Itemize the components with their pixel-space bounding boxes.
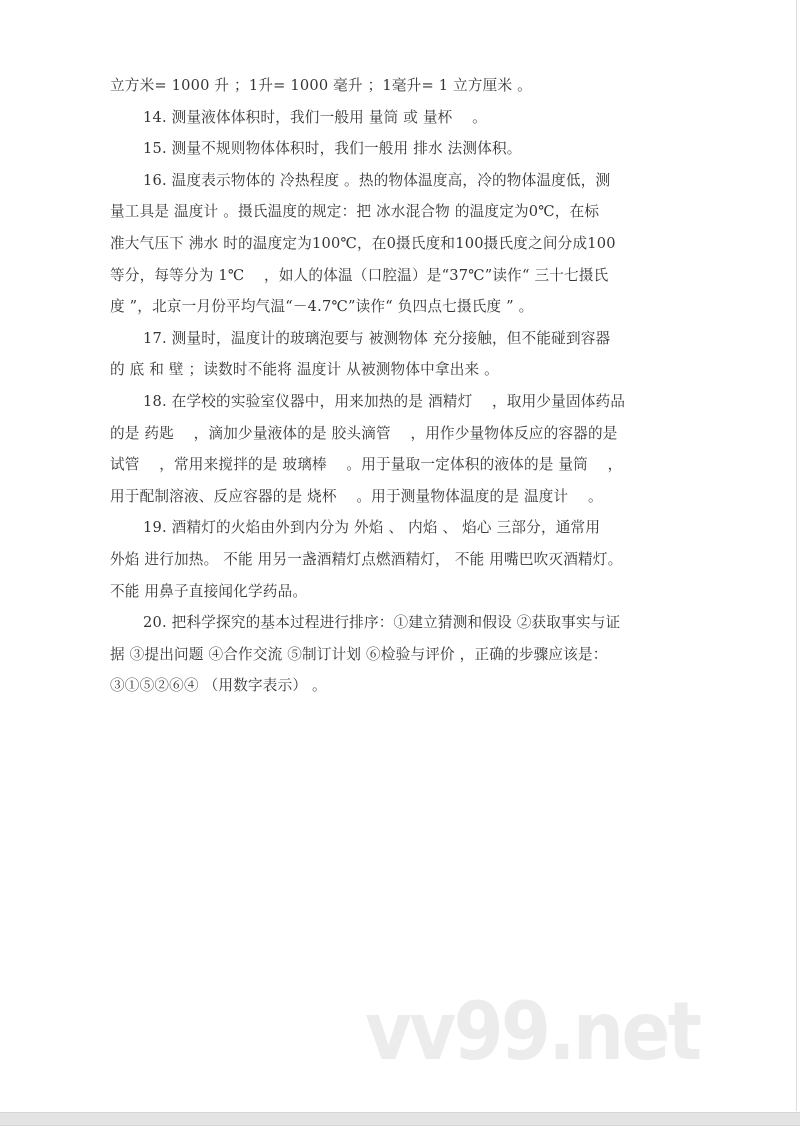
text-line: 15. 测量不规则物体体积时，我们一般用 排水 法测体积。: [143, 140, 522, 158]
text-line: 18. 在学校的实验室仪器中，用来加热的是 酒精灯 ，取用少量固体药品: [143, 392, 626, 410]
document-body: [110, 70, 700, 702]
text-line: 的 底 和 壁 ；读数时不能将 温度计 从被测物体中拿出来 。: [110, 361, 499, 379]
text-line: 不能 用鼻子直接闻化学药品。: [110, 582, 308, 600]
text-line: 的是 药匙 ，滴加少量液体的是 胶头滴管 ，用作少量物体反应的容器的是: [110, 424, 618, 442]
text-line: 准大气压下 沸水 时的温度定为100℃，在0摄氏度和100摄氏度之间分成100: [110, 234, 616, 252]
text-line: 外焰 进行加热。 不能 用另一盏酒精灯点燃酒精灯， 不能 用嘴巴吹灭酒精灯。: [110, 550, 623, 568]
text-line: ③①⑤②⑥④ （用数字表示） 。: [110, 677, 327, 695]
watermark: vv99.net: [365, 985, 700, 1078]
text-line: 立方米= 1000 升 ；1升= 1000 毫升 ；1毫升= 1 立方厘米 。: [110, 77, 532, 94]
text-line: 20. 把科学探究的基本过程进行排序：①建立猜测和假设 ②获取事实与证: [143, 614, 621, 632]
text-line: 据 ③提出问题 ④合作交流 ⑤制订计划 ⑥检验与评价 ，正确的步骤应该是：: [110, 645, 608, 663]
text-line: 量工具是 温度计 。摄氏温度的规定：把 冰水混合物 的温度定为0℃，在标: [110, 203, 600, 221]
text-line: 等分，每等分为 1℃ ，如人的体温（口腔温）是“37℃”读作“ 三十七摄氏: [110, 266, 609, 284]
text-line: 14. 测量液体体积时，我们一般用 量筒 或 量杯 。: [143, 108, 487, 126]
page-separator: [0, 1112, 800, 1126]
text-line: 17. 测量时，温度计的玻璃泡要与 被测物体 充分接触，但不能碰到容器: [143, 329, 611, 347]
text-line: 度 ”，北京一月份平均气温“－4.7℃”读作“ 负四点七摄氏度 ” 。: [110, 298, 534, 316]
text-line: 19. 酒精灯的火焰由外到内分为 外焰 、 内焰 、 焰心 三部分，通常用: [143, 519, 601, 537]
text-line: 试管 ，常用来搅拌的是 玻璃棒 。用于量取一定体积的液体的是 量筒 ，: [110, 456, 623, 474]
text-line: 16. 温度表示物体的 冷热程度 。热的物体温度高，冷的物体温度低，测: [143, 171, 611, 189]
text-line: 用于配制溶液、反应容器的是 烧杯 。用于测量物体温度的是 温度计 。: [110, 487, 603, 505]
